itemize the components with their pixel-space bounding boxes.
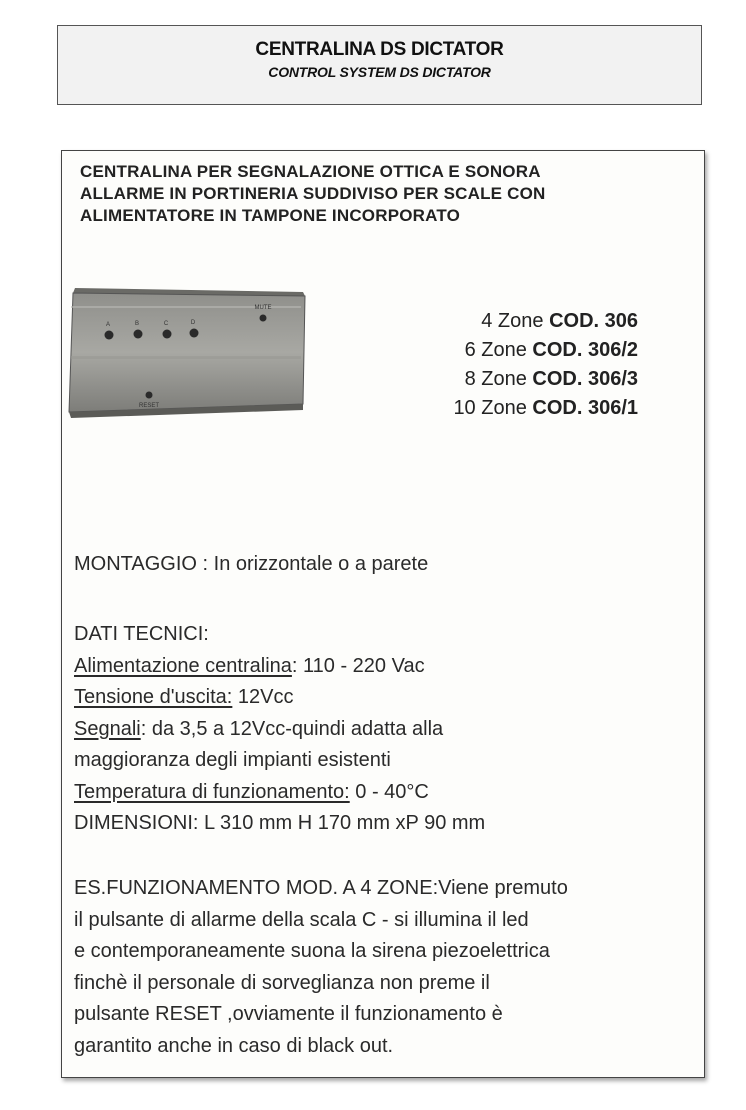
example-label: ES.FUNZIONAMENTO MOD. A 4 ZONE:: [74, 877, 439, 899]
technical-data-heading: DATI TECNICI:: [74, 623, 209, 645]
code-row: [392, 394, 638, 423]
zone-led-d: [190, 329, 199, 338]
technical-data: [74, 619, 704, 840]
spec-row-output: [74, 682, 704, 714]
mounting-label: MONTAGGIO: [74, 553, 197, 575]
spec-value: : da 3,5 a 12Vcc-quindi adatta alla: [140, 717, 444, 740]
device-photo: [67, 286, 307, 421]
page-subtitle: CONTROL SYSTEM DS DICTATOR: [268, 64, 491, 80]
spec-label: DIMENSIONI:: [74, 812, 199, 834]
product-code: COD. 306/1: [532, 397, 638, 419]
zone-label-b: B: [134, 321, 140, 327]
spec-row-temperature: [74, 777, 704, 809]
spec-label: Alimentazione centralina: [74, 654, 292, 677]
example-line: il pulsante di allarme della scala C - si illumina il led: [74, 908, 529, 931]
spec-value: 0 - 40°C: [349, 780, 429, 803]
operation-example: [74, 873, 704, 1062]
spec-row-signals-cont: maggioranza degli impianti esistenti: [74, 749, 391, 771]
spec-value: 12Vcc: [232, 686, 294, 708]
zones-count: 10 Zone: [453, 397, 527, 419]
spec-label: Temperatura di funzionamento:: [74, 780, 350, 803]
zone-led-b: [134, 330, 143, 339]
product-codes-list: [392, 307, 652, 423]
example-line: [74, 873, 704, 905]
reset-label: RESET: [138, 403, 160, 409]
spec-value: : 110 - 220 Vac: [291, 654, 425, 677]
zone-label-d: D: [190, 320, 196, 326]
product-code: COD. 306: [549, 310, 638, 332]
mute-led: [260, 315, 267, 322]
spec-row-dimensions: [74, 808, 704, 840]
spec-label: Segnali: [74, 717, 141, 740]
mute-label: MUTE: [254, 305, 272, 311]
mounting-info: [74, 549, 704, 581]
example-text: Viene premuto: [438, 877, 568, 899]
code-row: [392, 307, 638, 336]
spec-row-signals: [74, 714, 704, 746]
description-line: ALLARME IN PORTINERIA SUDDIVISO PER SCALE CON: [80, 184, 546, 203]
page-title: CENTRALINA DS DICTATOR: [255, 39, 504, 60]
zone-led-c: [163, 330, 172, 339]
header-box: [57, 25, 702, 105]
product-card: [61, 150, 705, 1078]
description-line: CENTRALINA PER SEGNALAZIONE OTTICA E SONORA: [80, 162, 541, 181]
spec-row-power: [74, 651, 704, 683]
spec-value: L 310 mm H 170 mm xP 90 mm: [198, 812, 486, 834]
zone-label-c: C: [163, 321, 169, 327]
product-description: [80, 161, 680, 227]
zone-led-a: [105, 331, 114, 340]
zones-count: 6 Zone: [464, 339, 527, 361]
code-row: [392, 336, 638, 365]
zone-label-a: A: [105, 322, 111, 328]
zones-count: 4 Zone: [481, 310, 544, 332]
example-line: pulsante RESET ,ovviamente il funzionamento è: [74, 1003, 503, 1025]
description-line: ALIMENTATORE IN TAMPONE INCORPORATO: [80, 206, 461, 225]
zones-count: 8 Zone: [464, 368, 527, 390]
reset-button: [146, 392, 153, 399]
product-code: COD. 306/2: [532, 339, 638, 361]
example-line: finchè il personale di sorveglianza non preme il: [74, 971, 490, 994]
example-line: e contemporaneamente suona la sirena piezoelettrica: [74, 940, 550, 962]
example-line: garantito anche in caso di black out.: [74, 1034, 394, 1057]
code-row: [392, 365, 638, 394]
spec-label: Tensione d'uscita:: [74, 686, 233, 708]
mounting-value: : In orizzontale o a parete: [196, 553, 429, 575]
product-code: COD. 306/3: [532, 368, 638, 390]
